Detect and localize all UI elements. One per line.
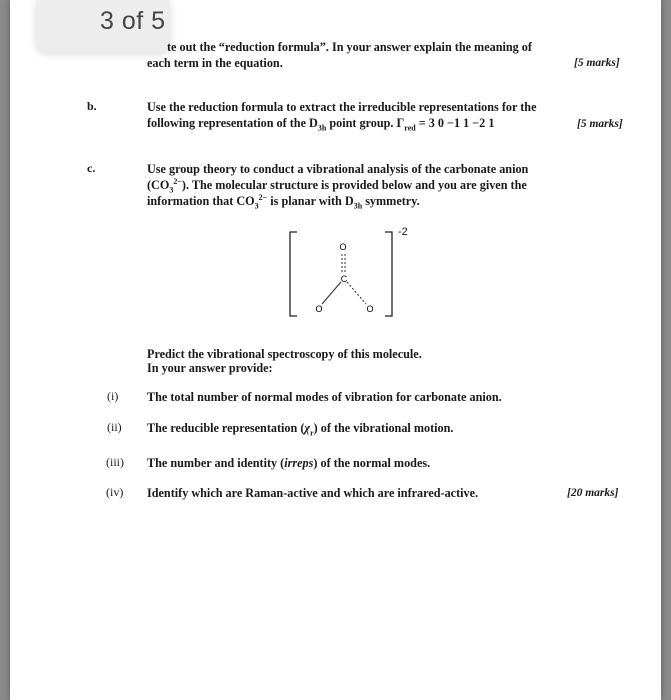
item-i-number: (i) xyxy=(107,389,119,403)
part-c-line-2: $(CO_3^{2-})$. The molecular structure is provided below and you are given the xyxy=(147,176,527,195)
atom-o-left: O xyxy=(315,304,323,314)
atom-c: C xyxy=(340,274,348,284)
left-bracket xyxy=(290,232,297,316)
part-b-line-2: following representation of the $D_{3h}$ point group. $\Gamma_{red} = 3$ 0 −1 1 −2 1 xyxy=(147,116,495,133)
item-ii-text: The reducible representation $(\chi_r)$ of the vibrational motion. xyxy=(147,421,454,438)
part-b-marks: [5 marks] xyxy=(577,118,623,130)
atom-o-top: O xyxy=(339,242,347,252)
part-b-line-1: Use the reduction formula to extract the irreducible representations for the xyxy=(147,100,537,114)
item-iv-text: Identify which are Raman-active and which are infrared-active. xyxy=(147,486,479,500)
item-i-text: The total number of normal modes of vibration for carbonate anion. xyxy=(147,390,502,404)
predict-line-2: In your answer provide: xyxy=(147,361,273,375)
part-a-line-2: each term in the equation. xyxy=(147,56,283,70)
item-iii-number: (iii) xyxy=(106,455,124,469)
part-c-line-3: information that $CO_3^{2-}$ is planar with $D_{3h}$ symmetry. xyxy=(147,192,420,211)
carbonate-structure xyxy=(285,224,397,320)
part-c-line-1: Use group theory to conduct a vibrational analysis of the carbonate anion xyxy=(147,162,529,176)
item-iii-text: The number and identity (irreps) of the normal modes. xyxy=(147,456,431,470)
part-a-marks: [5 marks] xyxy=(574,57,620,69)
predict-line-1: Predict the vibrational spectroscopy of this molecule. xyxy=(147,347,422,361)
item-iv-number: (iv) xyxy=(106,485,124,499)
item-ii-number: (ii) xyxy=(107,420,122,434)
ion-charge: -2 xyxy=(398,226,408,238)
part-c-label: c. xyxy=(87,161,96,175)
page-indicator xyxy=(36,0,170,52)
atom-o-right: O xyxy=(366,304,374,314)
single-bond-left xyxy=(322,282,341,304)
page-counter-text: 3 of 5 xyxy=(100,7,166,35)
right-bracket xyxy=(385,232,392,316)
part-a-line-1: te out the “reduction formula”. In your answer explain the meaning of xyxy=(167,40,532,54)
single-bond-right xyxy=(347,282,366,304)
part-c-marks: [20 marks] xyxy=(567,487,619,499)
part-b-label: b. xyxy=(87,99,97,113)
